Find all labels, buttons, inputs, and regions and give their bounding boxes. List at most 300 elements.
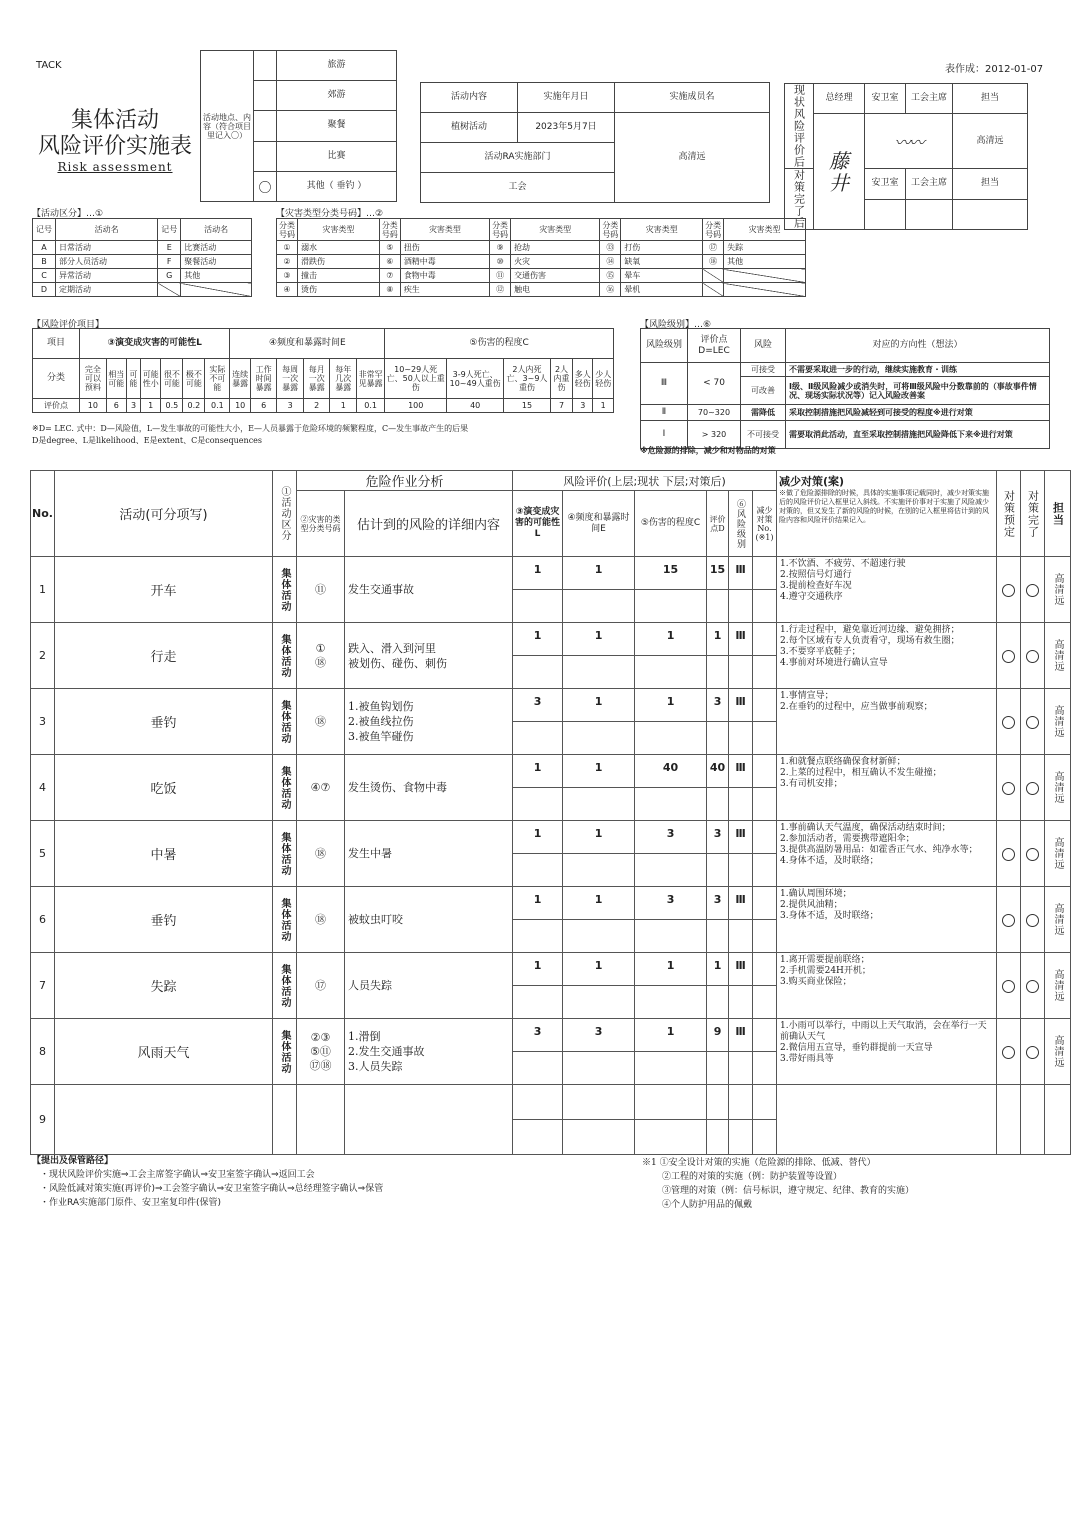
risk-levels-table (640, 328, 1050, 449)
row-plan (997, 623, 1021, 689)
place-selected-mark: 〇 (254, 171, 277, 201)
place-label: 活动地点、内容（符合项目里记入〇） (201, 51, 254, 202)
mt-h-measure: 减少对策(案) (779, 475, 845, 488)
row-type-cell (273, 1019, 297, 1085)
row-d: 15 (707, 557, 729, 590)
plan-circle-icon (1002, 848, 1015, 861)
row-level: Ⅲ (729, 1019, 753, 1052)
risk-value: 6 (106, 399, 126, 413)
mt-h-done: 对策完了 (1026, 489, 1040, 538)
row-c: 3 (635, 887, 707, 920)
risk-levels-label: 【风险级别】…⑥ (640, 320, 712, 330)
row-after-cell (753, 590, 777, 623)
mt-h-measure-note: ※做了危险源排除的时候，具体的实施事项记载同时，减少对策实施后的风险评价记入框里记入斜线。不实施评价事对于实施了风险减少对策的，但又发生了新的风险的时候，在别的记入框里将估计到的风险内容和风险评价结果记入。 (779, 489, 990, 524)
title-line-1: 集体活动 (70, 108, 159, 133)
risk-category: 非常罕见暴露 (357, 359, 385, 399)
footer-line-1: ・现状风险评价实施⇒工会主席签字确认⇒安卫室签字确认⇒返回工会 (40, 1170, 315, 1180)
row-measure: 1.小雨可以举行，中雨以上天气取消，会在举行一天前确认天气 2.微信用五宣导，垂钓群提前一天宣导 3.带好雨具等 (777, 1019, 997, 1085)
at-cell: D (33, 283, 56, 297)
rl-points: < 70 (688, 363, 741, 405)
risk-value: 3 (573, 399, 593, 413)
row-l: 3 (513, 689, 563, 722)
row-measure: 1.事前确认天气温度，确保活动结束时间； 2.参加活动者，需要携带遮阳伞； 3.提供高温防暑用品：如霍香正气水、纯净水等； 4.身体不适，及时联络； (777, 821, 997, 887)
row-after-cell (513, 920, 563, 953)
row-measure: 1.和就餐点联络确保食材新鲜； 2.上菜的过程中，相互确认不发生碰撞； 3.有司机安排； (777, 755, 997, 821)
plan-circle-icon (1002, 782, 1015, 795)
row-type: 集体活动 (279, 1029, 290, 1074)
hazard-type-no: ⑭ (600, 255, 621, 269)
row-after-cell (729, 590, 753, 623)
ht-h-type: 灾害类型 (400, 219, 489, 241)
hazard-type-no: ⑩ (490, 255, 511, 269)
row-owner-cell (1045, 887, 1071, 953)
at-cell: C (33, 269, 56, 283)
row-after-cell (513, 656, 563, 689)
row-e: 3 (563, 1019, 635, 1052)
rl-direction: Ⅰ级、Ⅱ级风险减少或消失时，可将Ⅲ级风险中分数靠前的（事故事件情况、现场实际状况等）记入风险改善案 (786, 377, 1050, 405)
hazard-type-no: ⑱ (703, 255, 724, 269)
row-plan (997, 557, 1021, 623)
row-e: 1 (563, 623, 635, 656)
risk-category: 3-9人死亡、10~49人重伤 (447, 359, 504, 399)
row-owner: 高清远 (1052, 639, 1064, 672)
ri-h-E: ④频度和暴露时间E (230, 329, 385, 359)
row-type-cell (273, 689, 297, 755)
row-after-cell (513, 788, 563, 821)
footer-line-2: ・风险低减对策实施(再评价)⇒工会签字确认⇒安卫室签字确认⇒总经理签字确认⇒保管 (40, 1184, 384, 1194)
row-d: 3 (707, 689, 729, 722)
row-after-cell (753, 854, 777, 887)
ht-h-type: 灾害类型 (511, 219, 600, 241)
row-hazard: ⑪ (297, 557, 345, 623)
mt-h-analysis: 危险作业分析 (297, 471, 513, 491)
approval-before-label: 现状风险评价后 (792, 84, 806, 168)
row-after-cell (729, 788, 753, 821)
row-after-cell (635, 1120, 707, 1155)
at-cell: E (158, 241, 181, 255)
row-reduce-no (753, 887, 777, 920)
row-d (707, 1085, 729, 1120)
row-after-cell (635, 590, 707, 623)
row-after-cell (513, 1120, 563, 1155)
row-after-cell (707, 986, 729, 1019)
hazard-type-name: 缺氧 (621, 255, 703, 269)
signature-scrawl: 〰〰 (865, 114, 953, 169)
at-cell-empty (158, 283, 181, 297)
row-after-cell (753, 1120, 777, 1155)
approval-h-owner: 担当 (953, 84, 1028, 114)
row-c: 3 (635, 821, 707, 854)
row-reduce-no (753, 623, 777, 656)
hazard-type-name: 打伤 (621, 241, 703, 255)
row-hazard: ②③ ⑤⑪ ⑰⑱ (297, 1019, 345, 1085)
document-title (30, 108, 200, 174)
ht-h-type: 灾害类型 (298, 219, 380, 241)
row-activity: 风雨天气 (55, 1019, 273, 1085)
mt-h-reduce-no: 减少对策No.(※1) (755, 505, 774, 542)
row-plan (997, 1085, 1021, 1155)
row-level: Ⅲ (729, 887, 753, 920)
footer-label: 【提出及保管路径】 (32, 1156, 114, 1166)
risk-items-table (32, 328, 614, 413)
row-no: 6 (31, 887, 55, 953)
row-after-cell (753, 986, 777, 1019)
row-after-cell (753, 1052, 777, 1085)
row-after-cell (563, 1120, 635, 1155)
ri-h-C: ⑤伤害的程度C (385, 329, 614, 359)
done-circle-icon (1026, 1046, 1039, 1059)
row-l: 1 (513, 887, 563, 920)
row-done (1021, 887, 1045, 953)
row-measure: 1.离开需要提前联络； 2.手机需要24H开机； 3.购买商业保险； (777, 953, 997, 1019)
footer-line-3: ・作业RA实施部门原件、安卫室复印件(保管) (40, 1198, 222, 1208)
table-row (31, 689, 1071, 722)
row-after-cell (753, 788, 777, 821)
place-box (200, 50, 397, 202)
mt-h-activity: 活动(可分项写) (55, 471, 273, 557)
hazard-type-no: ⑦ (379, 269, 400, 283)
place-option-2: 郊游 (277, 81, 397, 111)
row-activity: 中暑 (55, 821, 273, 887)
plan-circle-icon (1002, 716, 1015, 729)
risk-category: 2人内死亡、3~9人重伤 (504, 359, 551, 399)
table-row (31, 1019, 1071, 1052)
rl-points: > 320 (688, 421, 741, 449)
row-owner: 高清远 (1052, 573, 1064, 606)
ri-h-points: 评价点 (33, 399, 80, 413)
row-after-cell (635, 722, 707, 755)
row-after-cell (707, 1052, 729, 1085)
row-after-cell (635, 656, 707, 689)
risk-value: 1 (141, 399, 161, 413)
row-e: 1 (563, 887, 635, 920)
row-plan (997, 821, 1021, 887)
hazard-type-name: 交通伤害 (511, 269, 600, 283)
row-detail: 发生交通事故 (345, 557, 513, 623)
hazard-type-name: 烫伤 (298, 283, 380, 297)
ht-h-no: 分类号码 (490, 219, 511, 241)
info-members: 高清远 (615, 113, 770, 203)
mt-h-hazard: ②灾害的类型分类号码 (297, 491, 345, 557)
signature-manager: 藤井 (814, 114, 865, 230)
at-cell: 定期活动 (56, 283, 158, 297)
row-activity: 开车 (55, 557, 273, 623)
row-level: Ⅲ (729, 821, 753, 854)
row-hazard: ⑱ (297, 689, 345, 755)
row-owner-cell (1045, 821, 1071, 887)
risk-category: 很不可能 (161, 359, 183, 399)
row-owner-cell (1045, 1085, 1071, 1155)
row-no: 7 (31, 953, 55, 1019)
row-l: 1 (513, 953, 563, 986)
row-e: 1 (563, 953, 635, 986)
row-detail: 1.滑倒 2.发生交通事故 3.人员失踪 (345, 1019, 513, 1085)
row-type-cell (273, 953, 297, 1019)
at-cell: 日常活动 (56, 241, 158, 255)
row-type: 集体活动 (279, 963, 290, 1008)
row-d: 3 (707, 821, 729, 854)
risk-category: 极不可能 (183, 359, 205, 399)
hazard-type-name: 晕车 (621, 269, 703, 283)
row-owner-cell (1045, 1019, 1071, 1085)
at-cell: B (33, 255, 56, 269)
hazard-type-name: 滑跌伤 (298, 255, 380, 269)
at-cell: 异常活动 (56, 269, 158, 283)
row-after-cell (729, 1120, 753, 1155)
row-activity: 垂钓 (55, 689, 273, 755)
row-d: 9 (707, 1019, 729, 1052)
hazard-type-name: 疾生 (400, 283, 489, 297)
risk-value: 0.5 (161, 399, 183, 413)
info-h-date: 实施年月日 (518, 83, 615, 113)
row-done (1021, 821, 1045, 887)
row-hazard: ④⑦ (297, 755, 345, 821)
row-type-cell (273, 821, 297, 887)
row-after-cell (563, 854, 635, 887)
row-e: 1 (563, 557, 635, 590)
row-detail: 被蚊虫叮咬 (345, 887, 513, 953)
info-box (420, 82, 770, 203)
signature-owner: 高清远 (953, 114, 1028, 169)
row-no: 5 (31, 821, 55, 887)
risk-category: 实际不可能 (205, 359, 230, 399)
mt-h-no: No. (31, 471, 55, 557)
row-plan (997, 1019, 1021, 1085)
row-reduce-no (753, 689, 777, 722)
row-after-cell (729, 986, 753, 1019)
risk-items-label: 【风险评价项目】 (32, 320, 105, 330)
row-measure: 1.不饮酒、不疲劳、不超速行驶 2.按照信号灯通行 3.提前检查好车况 4.遵守交通秩序 (777, 557, 997, 623)
rl-h-direction: 对应的方向性（想法） (786, 329, 1050, 363)
row-after-cell (729, 854, 753, 887)
at-cell-empty (181, 283, 252, 297)
place-option-4: 比赛 (277, 141, 397, 171)
row-l: 1 (513, 623, 563, 656)
hazard-type-name (724, 283, 806, 297)
hazard-type-no: ④ (277, 283, 298, 297)
table-row (31, 953, 1071, 986)
hazard-type-name: 抢劫 (511, 241, 600, 255)
plan-circle-icon (1002, 914, 1015, 927)
risk-value: 100 (385, 399, 447, 413)
row-l: 3 (513, 1019, 563, 1052)
place-option-3: 聚餐 (277, 111, 397, 141)
at-h-code-2: 记号 (158, 219, 181, 241)
row-owner-cell (1045, 689, 1071, 755)
plan-circle-icon (1002, 1046, 1015, 1059)
row-level: Ⅲ (729, 557, 753, 590)
row-detail: 发生烫伤、食物中毒 (345, 755, 513, 821)
row-type: 集体活动 (279, 699, 290, 744)
hazard-type-name: 其他 (724, 255, 806, 269)
risk-category: 相当可能 (106, 359, 126, 399)
row-reduce-no (753, 821, 777, 854)
row-after-cell (513, 722, 563, 755)
row-after-cell (513, 854, 563, 887)
row-activity: 吃饭 (55, 755, 273, 821)
footer-note-1: ※1 ①安全设计对策的实施（危险源的排除、低减、替代） (642, 1158, 876, 1168)
rl-points: 70~320 (688, 405, 741, 421)
rl-direction: 采取控制措施把风险减轻到可接受的程度※进行对策 (786, 405, 1050, 421)
ht-h-no: 分类号码 (277, 219, 298, 241)
hazard-type-name: 触电 (511, 283, 600, 297)
row-owner-cell (1045, 755, 1071, 821)
approval-a-safety: 安卫室 (865, 169, 906, 200)
hazard-type-no: ⑫ (490, 283, 511, 297)
row-detail: 发生中暑 (345, 821, 513, 887)
place-option-1: 旅游 (277, 51, 397, 81)
at-h-name: 活动名 (56, 219, 158, 241)
row-c: 40 (635, 755, 707, 788)
row-l: 1 (513, 821, 563, 854)
hazard-type-no: ⑯ (600, 283, 621, 297)
row-owner-cell (1045, 557, 1071, 623)
row-plan (997, 887, 1021, 953)
done-circle-icon (1026, 584, 1039, 597)
done-circle-icon (1026, 782, 1039, 795)
hazard-type-name: 撞击 (298, 269, 380, 283)
title-line-2: 风险评价实施表 (37, 134, 192, 159)
at-cell: 比赛活动 (181, 241, 252, 255)
row-after-cell (729, 656, 753, 689)
ri-h-class: 分类 (33, 359, 80, 399)
risk-category: 可能 (126, 359, 140, 399)
risk-value: 7 (550, 399, 572, 413)
ht-h-no: 分类号码 (600, 219, 621, 241)
at-cell: 其他 (181, 269, 252, 283)
row-e (563, 1085, 635, 1120)
table-row (31, 755, 1071, 788)
row-activity: 行走 (55, 623, 273, 689)
row-plan (997, 953, 1021, 1019)
info-h-content: 活动内容 (421, 83, 518, 113)
rl-level: Ⅲ (641, 363, 688, 405)
hazard-type-no: ⑰ (703, 241, 724, 255)
done-circle-icon (1026, 980, 1039, 993)
at-cell: A (33, 241, 56, 255)
row-type: 集体活动 (279, 765, 290, 810)
row-reduce-no (753, 953, 777, 986)
row-after-cell (635, 1052, 707, 1085)
mt-h-plan: 对策预定 (1002, 489, 1016, 538)
hazard-type-name: 溺水 (298, 241, 380, 255)
hazard-type-name: 晕机 (621, 283, 703, 297)
row-detail: 跌入、滑入到河里 被划伤、碰伤、刺伤 (345, 623, 513, 689)
title-subtitle: Risk assessment (57, 160, 173, 174)
at-h-name-2: 活动名 (181, 219, 252, 241)
mt-h-level: ⑥风险级别 (735, 498, 746, 549)
row-after-cell (707, 1120, 729, 1155)
footer-note-4: ④个人防护用品的佩戴 (662, 1200, 753, 1210)
row-type: 集体活动 (279, 633, 290, 678)
ht-h-type: 灾害类型 (621, 219, 703, 241)
rl-risk: 不可接受 (741, 421, 786, 449)
row-c: 1 (635, 953, 707, 986)
done-circle-icon (1026, 716, 1039, 729)
info-h-members: 实施成员名 (615, 83, 770, 113)
approval-h-manager: 总经理 (814, 84, 865, 114)
row-level: Ⅲ (729, 953, 753, 986)
ht-h-no: 分类号码 (703, 219, 724, 241)
row-d: 1 (707, 623, 729, 656)
row-owner: 高清远 (1052, 705, 1064, 738)
hazard-type-no: ① (277, 241, 298, 255)
row-c (635, 1085, 707, 1120)
row-done (1021, 1019, 1045, 1085)
row-owner-cell (1045, 623, 1071, 689)
main-risk-table (30, 470, 1071, 1155)
row-hazard: ⑰ (297, 953, 345, 1019)
risk-category: 多人轻伤 (573, 359, 593, 399)
row-activity: 垂钓 (55, 887, 273, 953)
row-after-cell (563, 590, 635, 623)
row-after-cell (635, 854, 707, 887)
row-type-cell (273, 755, 297, 821)
hazard-type-no: ② (277, 255, 298, 269)
row-reduce-no (753, 557, 777, 590)
plan-circle-icon (1002, 584, 1015, 597)
done-circle-icon (1026, 914, 1039, 927)
row-detail: 1.被鱼钩划伤 2.被鱼线拉伤 3.被鱼竿碰伤 (345, 689, 513, 755)
hazard-type-name (724, 269, 806, 283)
risk-category: 连续暴露 (230, 359, 250, 399)
approval-h-safety: 安卫室 (865, 84, 906, 114)
approval-h-union: 工会主席 (906, 84, 953, 114)
row-type-cell (273, 623, 297, 689)
row-after-cell (635, 920, 707, 953)
created-date: 表作成：2012-01-07 (945, 64, 1044, 75)
approval-a-union: 工会主席 (906, 169, 953, 200)
row-no: 9 (31, 1085, 55, 1155)
row-after-cell (729, 920, 753, 953)
mt-h-owner: 担当 (1051, 501, 1065, 526)
row-after-cell (513, 590, 563, 623)
hazard-type-no: ⑨ (490, 241, 511, 255)
row-after-cell (707, 788, 729, 821)
hazard-type-no: ③ (277, 269, 298, 283)
tack-label: TACK (36, 60, 62, 71)
row-owner: 高清远 (1052, 771, 1064, 804)
row-type: 集体活动 (279, 567, 290, 612)
row-after-cell (707, 722, 729, 755)
risk-value: 10 (80, 399, 107, 413)
rl-level: Ⅰ (641, 421, 688, 449)
info-union: 工会 (421, 173, 615, 203)
risk-value: 0.1 (205, 399, 230, 413)
done-circle-icon (1026, 848, 1039, 861)
table-row (31, 1085, 1071, 1120)
hazard-types-table (276, 218, 806, 297)
mt-h-E: ④频度和暴露时间E (563, 491, 635, 557)
ht-h-type: 灾害类型 (724, 219, 806, 241)
rl-level: Ⅱ (641, 405, 688, 421)
row-no: 4 (31, 755, 55, 821)
at-cell: G (158, 269, 181, 283)
risk-category: 工作时间暴露 (250, 359, 277, 399)
row-after-cell (707, 590, 729, 623)
mt-h-D: 评价点D (707, 491, 729, 557)
row-l (513, 1085, 563, 1120)
risk-category: 每月一次暴露 (303, 359, 330, 399)
row-e: 1 (563, 689, 635, 722)
risk-category: 10~29人死亡、50人以上重伤 (385, 359, 447, 399)
row-activity: 失踪 (55, 953, 273, 1019)
row-reduce-no (753, 1019, 777, 1052)
row-owner: 高清远 (1052, 969, 1064, 1002)
activity-types-table (32, 218, 252, 297)
row-done (1021, 557, 1045, 623)
row-after-cell (563, 986, 635, 1019)
